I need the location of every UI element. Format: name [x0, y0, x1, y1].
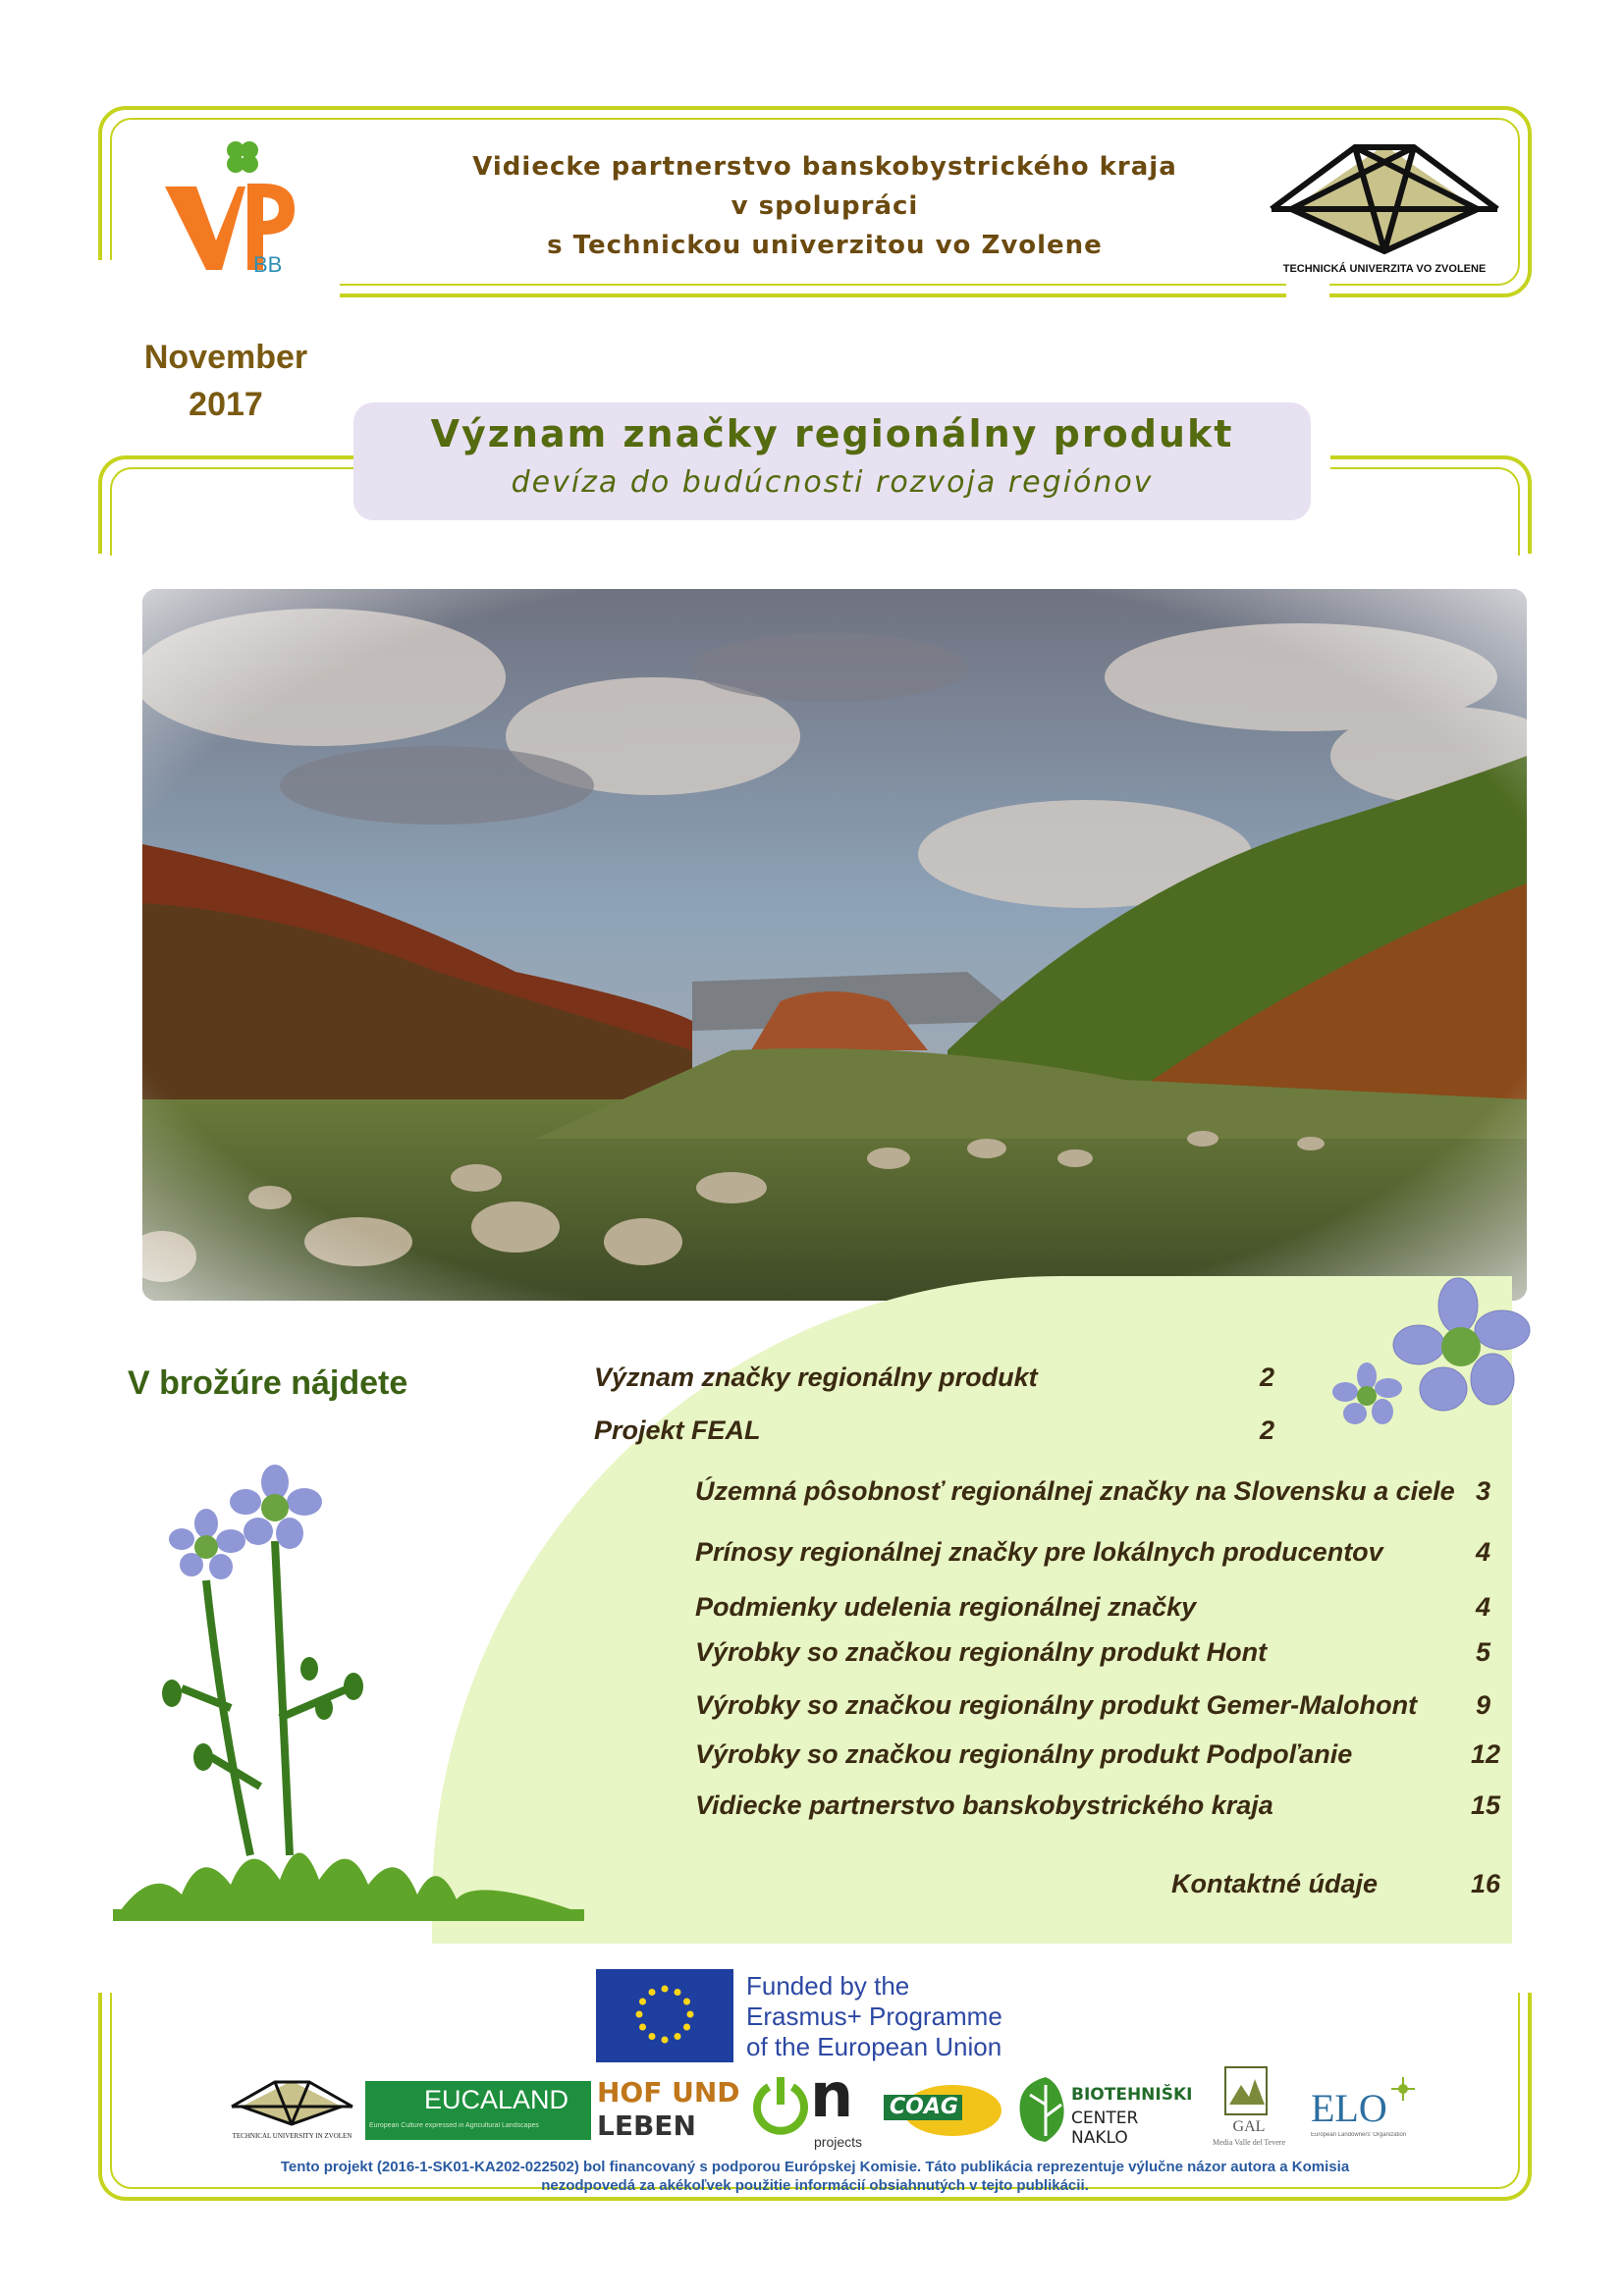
toc-item-label[interactable]: Vidiecke partnerstvo banskobystrického kraja: [695, 1790, 1273, 1820]
hof-und-leben-logo: [597, 2076, 744, 2147]
title-frame-right-inner: [1330, 467, 1520, 556]
footer-disclaimer: [196, 2158, 1434, 2195]
toc-item-page: 16: [1470, 1869, 1500, 1898]
eucaland-logo-text: EUCALAND: [424, 2085, 569, 2114]
eu-flag-icon: [596, 1969, 733, 2062]
coag-logo-text: COAG: [890, 2095, 958, 2119]
header-line-3: s Technickou univerzitou vo Zvolene: [547, 231, 1103, 260]
toc-item-label[interactable]: Výrobky so značkou regionálny produkt Hont: [695, 1637, 1268, 1667]
eucaland-logo: [365, 2081, 591, 2140]
gal-logo: [1210, 2065, 1288, 2156]
vip-bb-logo-text: BB: [253, 252, 283, 277]
footer-line-2: nezodpovedá za akékoľvek použitie informácií obsiahnutých v tejto publikácii.: [541, 2177, 1089, 2194]
tu-partner-logo: [226, 2077, 358, 2146]
center-naklo-text: CENTER NAKLO: [1071, 2109, 1139, 2148]
flower-decoration-icon: [1326, 1276, 1542, 1443]
tu-partner-logo-icon: [226, 2077, 358, 2128]
toc-item-label[interactable]: Projekt FEAL: [594, 1415, 761, 1445]
elo-logo-text: ELO: [1311, 2086, 1387, 2130]
wildflower-illustration-icon: [113, 1463, 584, 1934]
toc-item-label[interactable]: Prínosy regionálnej značky pre lokálnych producentov: [695, 1537, 1383, 1567]
eucaland-logo-sub: European Culture expressed in Agricultural Landscapes: [369, 2122, 539, 2129]
toc-item-page: 4: [1475, 1537, 1490, 1567]
issue-year: 2017: [189, 386, 263, 423]
toc-item-page: 15: [1470, 1790, 1500, 1820]
issue-month: November: [143, 339, 308, 376]
coag-logo: [884, 2081, 1006, 2140]
toc-item-label[interactable]: Územná pôsobnosť regionálnej značky na Slovensku a ciele: [695, 1476, 1455, 1506]
landscape-photo: [142, 589, 1527, 1301]
sun-icon: [1391, 2077, 1415, 2101]
funding-line-2: Erasmus+ Programme: [746, 2002, 1002, 2031]
eu-stars-icon: [596, 1969, 733, 2062]
gal-sub: Media Valle del Tevere: [1212, 2138, 1285, 2147]
toc-item-label[interactable]: Podmienky udelenia regionálnej značky: [695, 1592, 1197, 1622]
power-icon: [751, 2073, 810, 2136]
hof-und-text: HOF UND: [597, 2076, 740, 2109]
toc-item-label[interactable]: Význam značky regionálny produkt: [594, 1362, 1038, 1392]
toc-item-label[interactable]: Výrobky so značkou regionálny produkt Podpoľanie: [695, 1739, 1353, 1769]
toc-item-page: 9: [1475, 1690, 1490, 1720]
erasmus-funding-text: [746, 1971, 1002, 2062]
header-line-2: v spolupráci: [731, 191, 919, 221]
toc-item-label[interactable]: Kontaktné údaje: [1171, 1869, 1379, 1898]
toc-item-page: 2: [1259, 1362, 1274, 1392]
toc-item-page: 2: [1259, 1415, 1274, 1445]
on-logo-sub: projects: [814, 2134, 863, 2150]
toc-item-page: 5: [1475, 1637, 1490, 1667]
title-frame-left-inner: [110, 467, 353, 556]
header-line-1: Vidiecke partnerstvo banskobystrického kraja: [472, 152, 1177, 182]
on-logo-text: n: [810, 2059, 854, 2131]
main-title: Význam značky regionálny produkt: [430, 412, 1234, 455]
biotehniski-center-logo: [1016, 2075, 1198, 2148]
gal-text: GAL: [1232, 2118, 1266, 2135]
elo-logo-sub: European Landowners' Organization: [1311, 2132, 1407, 2138]
leben-text: LEBEN: [597, 2109, 696, 2142]
toc-item-page: 4: [1475, 1592, 1490, 1622]
leaf-icon: [1016, 2075, 1070, 2144]
funding-line-3: of the European Union: [746, 2032, 1002, 2061]
header-text: [373, 147, 1276, 265]
funding-line-1: Funded by the: [746, 1971, 910, 2001]
gal-emblem-icon: [1221, 2065, 1271, 2116]
biotehniski-text: BIOTEHNIŠKI: [1071, 2085, 1193, 2105]
tu-partner-caption: TECHNICAL UNIVERSITY IN ZVOLEN: [232, 2132, 352, 2140]
on-projects-logo: [751, 2059, 874, 2156]
toc-item-page: 3: [1475, 1476, 1490, 1506]
subtitle: devíza do budúcnosti rozvoja regiónov: [511, 465, 1154, 500]
vip-bb-logo: [157, 133, 304, 280]
tu-logo-caption: TECHNICKÁ UNIVERZITA VO ZVOLENE: [1282, 263, 1487, 275]
vip-bb-logo-graphic: [157, 133, 304, 280]
elo-logo: [1301, 2071, 1419, 2150]
toc-item-page: 12: [1470, 1739, 1500, 1769]
toc-heading: V brožúre nájdete: [128, 1364, 408, 1402]
landscape-illustration: [142, 589, 1527, 1301]
tu-zvolen-logo: [1262, 135, 1507, 283]
issue-date: [128, 334, 324, 428]
tu-logo-graphic: [1262, 135, 1507, 258]
footer-line-1: Tento projekt (2016-1-SK01-KA202-022502) bol financovaný s podporou Európskej Komisie. Táto publikácia reprezentuje výlučne názor autora a Komisia: [280, 2159, 1350, 2175]
toc-item-label[interactable]: Výrobky so značkou regionálny produkt Gemer-Malohont: [695, 1690, 1418, 1720]
